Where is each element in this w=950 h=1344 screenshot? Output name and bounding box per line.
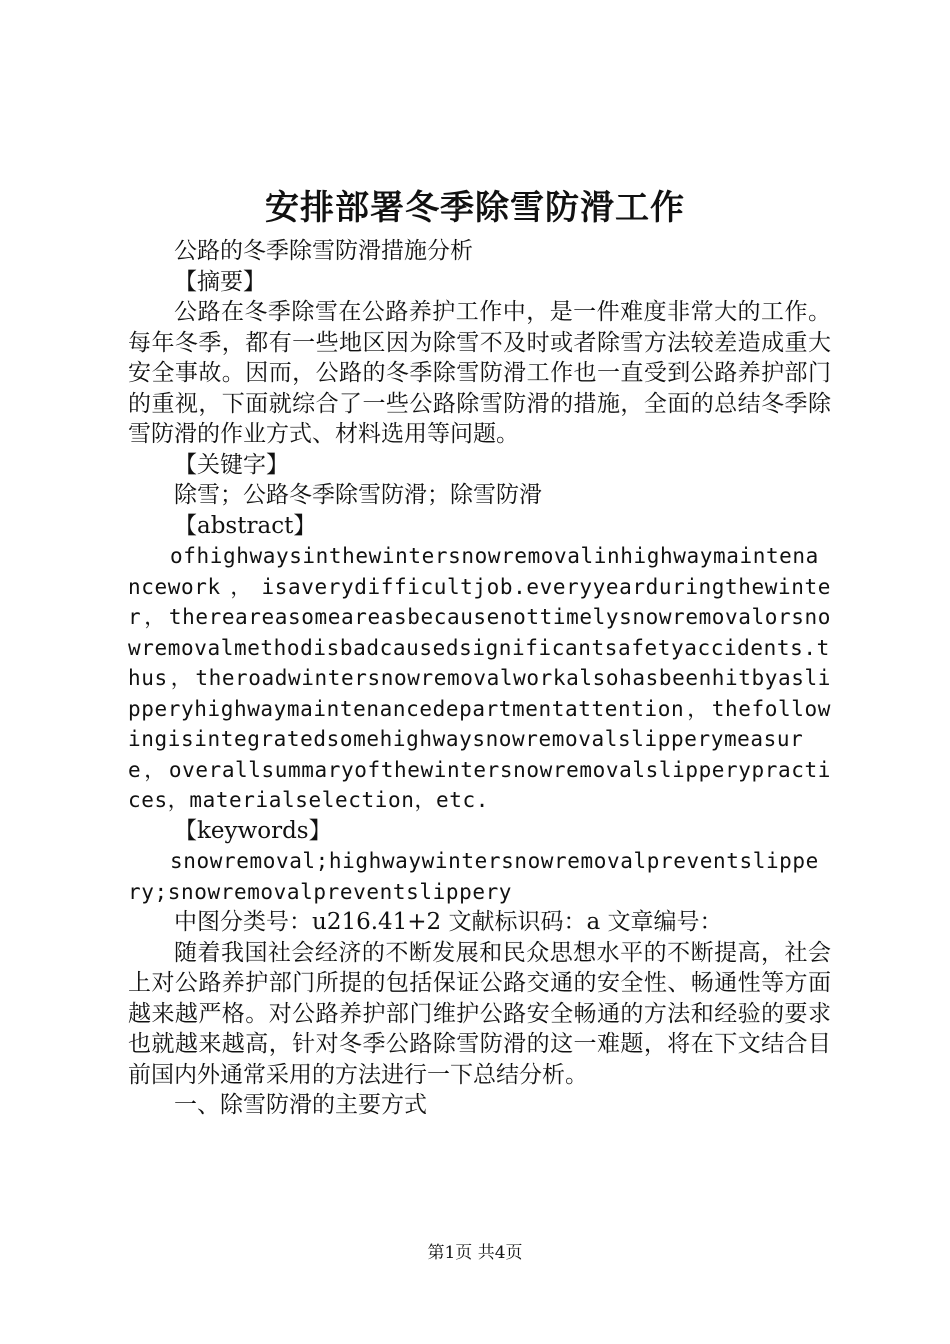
document-body bbox=[128, 236, 831, 1121]
introduction-paragraph: 随着我国社会经济的不断发展和民众思想水平的不断提高，社会上对公路养护部门所提的包括保证公路交通的安全性、畅通性等方面越来越严格。对公路养护部门维护公路安全畅通的方法和经验的要求也就越来越高，针对冬季公路除雪防滑的这一难题，将在下文结合目前国内外通常采用的方法进行一下总结分析。 bbox=[128, 939, 831, 1088]
english-abstract-paragraph: ofhighwaysinthewintersnowremovalinhighwaymaintenancework，isaverydifficultjob.everyyearduringthewinter，thereareasomeareasbecausenottimelysnowremovalorsnowremovalmethodisbadcausedsignificantsafetyaccidents.thus，theroadwintersnowremovalworkalsohasbeenhitbyaslipperyhighwaymaintenancedepartmentattention，thefollowingisintegratedsomehighwaysnowremovalslipperymeasure，overallsummaryofthewintersnowremovalslipperypractices，materialselection，etc. bbox=[128, 544, 831, 812]
classification-line: 中图分类号：u216.41+2 文献标识码：a 文章编号： bbox=[174, 909, 723, 935]
english-keywords-paragraph: snowremoval;highwaywintersnowremovalpreventslippery;snowremovalpreventslippery bbox=[128, 849, 819, 904]
document-title: 安排部署冬季除雪防滑工作 bbox=[265, 188, 685, 228]
keywords-paragraph: 除雪；公路冬季除雪防滑；除雪防滑 bbox=[174, 482, 542, 508]
section-heading: 一、除雪防滑的主要方式 bbox=[174, 1092, 427, 1118]
abstract-paragraph: 公路在冬季除雪在公路养护工作中，是一件难度非常大的工作。每年冬季，都有一些地区因为除雪不及时或者除雪方法较差造成重大安全事故。因而，公路的冬季除雪防滑工作也一直受到公路养护部门的重视，下面就综合了一些公路除雪防滑的措施，全面的总结冬季除雪防滑的作业方式、材料选用等问题。 bbox=[128, 299, 831, 447]
keywords-heading: 【关键字】 bbox=[174, 451, 289, 478]
page-footer: 第1页 共4页 bbox=[427, 1243, 523, 1263]
subtitle-paragraph: 公路的冬季除雪防滑措施分析 bbox=[174, 238, 473, 264]
english-keywords-heading: 【keywords】 bbox=[174, 817, 332, 844]
abstract-heading: 【摘要】 bbox=[174, 268, 266, 295]
english-abstract-heading: 【abstract】 bbox=[174, 512, 317, 539]
